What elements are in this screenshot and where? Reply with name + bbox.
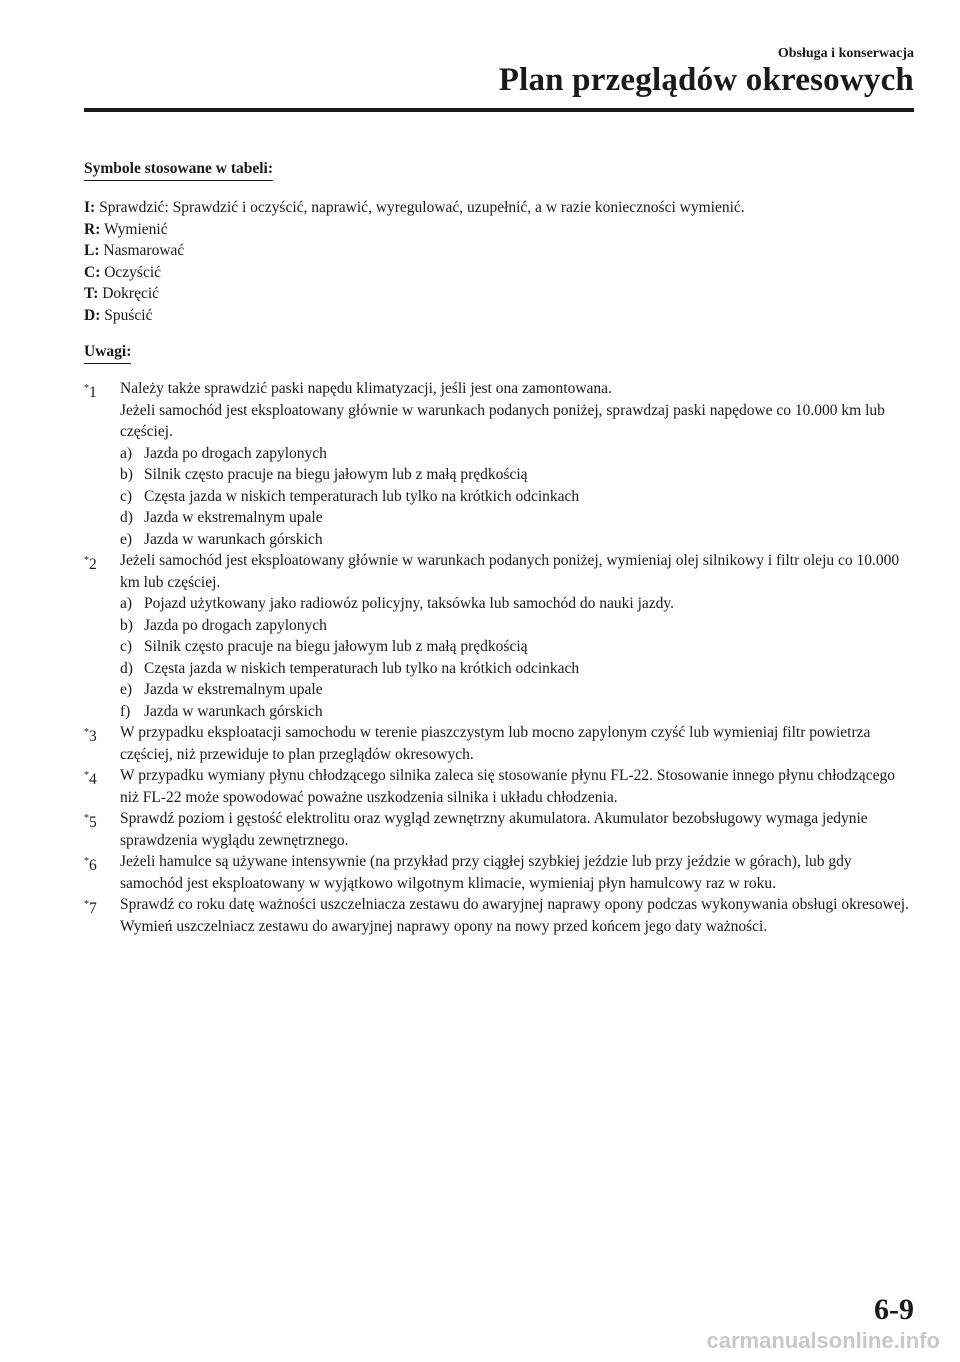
note-text: Jeżeli samochód jest eksploatowany głównie w warunkach podanych poniżej, sprawdzaj paski napędowe co 10.000 km lub częściej. — [120, 401, 885, 440]
note-subitem — [120, 701, 916, 723]
note-item — [84, 765, 916, 808]
symbol-code: C: — [84, 263, 101, 281]
symbol-item — [84, 240, 916, 262]
subitem-letter: a) — [120, 595, 133, 612]
subitem-text: Silnik często pracuje na biegu jałowym lub z małą prędkością — [144, 466, 528, 483]
subitem-letter: b) — [120, 616, 133, 634]
note-subitem — [120, 679, 916, 701]
note-number: 6 — [89, 857, 97, 874]
note-marker — [84, 550, 97, 576]
note-item — [84, 722, 916, 765]
subitem-text: Jazda po drogach zapylonych — [144, 444, 327, 462]
symbol-code: R: — [84, 220, 101, 238]
note-number: 7 — [89, 900, 97, 917]
subitem-letter: d) — [120, 659, 133, 677]
symbol-description: Dokręcić — [102, 285, 160, 302]
watermark: carmanualsonline.info — [706, 1328, 940, 1353]
subitem-letter: a) — [120, 444, 133, 462]
note-text: Należy także sprawdzić paski napędu klimatyzacji, jeśli jest ona zamontowana. — [120, 380, 612, 397]
note-number: 1 — [89, 384, 97, 401]
symbol-item — [84, 283, 916, 305]
note-text: Jeżeli samochód jest eksploatowany głównie w warunkach podanych poniżej, wymieniaj olej silnikowy i filtr oleju co 10.000 km lub częściej. — [120, 552, 900, 591]
symbol-code: L: — [84, 242, 100, 259]
note-subitem — [120, 615, 916, 637]
subitem-text: Pojazd użytkowany jako radiowóz policyjny, taksówka lub samochód do nauki jazdy. — [144, 595, 675, 612]
note-text: W przypadku eksploatacji samochodu w terenie piaszczystym lub mocno zapylonym czyść lub wymieniaj filtr powietrza częściej, niż przewiduje to plan przeglądów okresowych. — [120, 724, 871, 763]
symbol-item — [84, 305, 916, 327]
note-asterisk: * — [84, 555, 89, 566]
symbol-code: I: — [84, 199, 96, 216]
symbol-item — [84, 219, 916, 241]
symbol-description: Nasmarować — [103, 242, 185, 259]
note-subitem — [120, 636, 916, 658]
note-subitem — [120, 507, 916, 529]
note-text: W przypadku wymiany płynu chłodzącego silnika zaleca się stosowanie płynu FL-22. Stosowanie innego płynu chłodzącego niż FL-22 może spowodować poważne uszkodzenia silnika i układu chłodzenia. — [120, 767, 895, 806]
note-asterisk: * — [84, 813, 89, 824]
subitem-text: Silnik często pracuje na biegu jałowym lub z małą prędkością — [144, 638, 528, 655]
header-divider — [84, 108, 914, 112]
symbol-item — [84, 197, 916, 219]
note-subitem — [120, 443, 916, 465]
note-asterisk: * — [84, 383, 89, 394]
subitem-text: Częsta jazda w niskich temperaturach lub tylko na krótkich odcinkach — [144, 659, 580, 677]
note-subitem — [120, 529, 916, 551]
note-asterisk: * — [84, 899, 89, 910]
note-number: 2 — [89, 556, 97, 573]
subitem-text: Jazda w warunkach górskich — [144, 530, 323, 548]
page-content — [84, 158, 916, 937]
symbols-heading: Symbole stosowane w tabeli: — [84, 159, 273, 181]
subitem-letter: e) — [120, 530, 133, 548]
note-marker — [84, 894, 97, 920]
note-number: 3 — [89, 728, 97, 745]
note-item — [84, 550, 916, 722]
note-subitem — [120, 658, 916, 680]
note-subitem — [120, 593, 916, 615]
symbol-code: D: — [84, 306, 101, 324]
symbol-description: Wymienić — [103, 220, 168, 238]
symbol-code: T: — [84, 285, 99, 302]
note-text: Sprawdź poziom i gęstość elektrolitu oraz wygląd zewnętrzny akumulatora. Akumulator bezobsługowy wymaga jedynie sprawdzenia wyglądu zewnętrznego. — [120, 810, 868, 849]
note-marker — [84, 765, 97, 791]
note-item — [84, 808, 916, 851]
subitem-letter: c) — [120, 487, 133, 505]
note-item — [84, 851, 916, 894]
symbol-item — [84, 262, 916, 284]
symbols-list — [84, 197, 916, 326]
subitem-letter: f) — [120, 702, 131, 720]
notes-heading: Uwagi: — [84, 342, 131, 364]
page-number: 6-9 — [874, 1293, 914, 1326]
subitem-letter: d) — [120, 509, 133, 526]
symbol-description: Spuścić — [104, 306, 153, 324]
subitem-letter: c) — [120, 638, 133, 655]
note-item — [84, 894, 916, 937]
note-asterisk: * — [84, 770, 89, 781]
section-title: Obsługa i konserwacja — [777, 46, 914, 61]
note-subitem — [120, 486, 916, 508]
note-marker — [84, 722, 97, 748]
page-title: Plan przeglądów okresowych — [498, 62, 914, 98]
subitem-text: Jazda po drogach zapylonych — [144, 616, 327, 634]
subitem-text: Jazda w ekstremalnym upale — [144, 509, 323, 526]
note-marker — [84, 378, 97, 404]
note-marker — [84, 851, 97, 877]
note-subitem — [120, 464, 916, 486]
symbol-description: Oczyścić — [104, 263, 162, 281]
notes-list — [84, 378, 916, 937]
symbol-description: Sprawdzić: Sprawdzić i oczyścić, naprawić, wyregulować, uzupełnić, a w razie konieczności wymienić. — [99, 199, 745, 216]
subitem-text: Częsta jazda w niskich temperaturach lub tylko na krótkich odcinkach — [144, 487, 580, 505]
note-text: Jeżeli hamulce są używane intensywnie (na przykład przy ciągłej szybkiej jeździe lub przy jeździe w górach), lub gdy samochód jest eksploatowany w wyjątkowo wilgotnym klimacie, wymieniaj płyn hamulcowy raz w roku. — [120, 853, 852, 892]
note-asterisk: * — [84, 856, 89, 867]
note-number: 4 — [89, 771, 97, 788]
subitem-letter: e) — [120, 681, 133, 698]
note-number: 5 — [89, 814, 97, 831]
note-text: Sprawdź co roku datę ważności uszczelniacza zestawu do awaryjnej naprawy opony podczas wykonywania obsługi okresowej. Wymień uszczelniacz zestawu do awaryjnej naprawy opony na nowy przed końcem jego daty ważności. — [120, 896, 909, 935]
subitem-text: Jazda w ekstremalnym upale — [144, 681, 323, 698]
note-marker — [84, 808, 97, 834]
subitem-text: Jazda w warunkach górskich — [144, 702, 323, 720]
subitem-letter: b) — [120, 466, 133, 483]
note-asterisk: * — [84, 727, 89, 738]
note-item — [84, 378, 916, 550]
